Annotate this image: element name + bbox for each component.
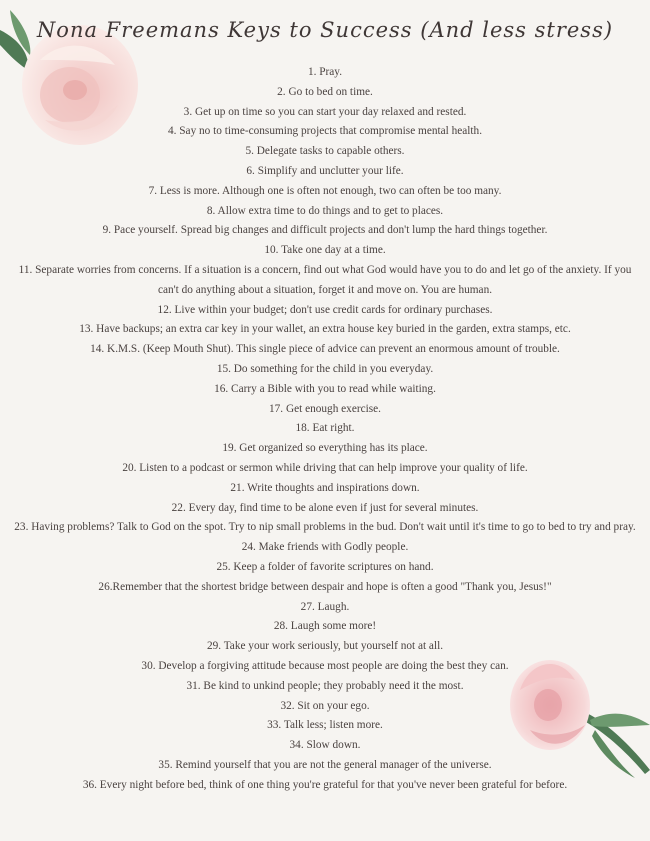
list-item: 27. Laugh.	[300, 600, 350, 613]
list-item: 23. Having problems? Talk to God on the spot. Try to nip small problems in the bud. Don't wait until it's time to go to bed to try and pray.	[14, 521, 636, 534]
list-item: 8. Allow extra time to do things and to get to places.	[206, 204, 444, 217]
list-item: 20. Listen to a podcast or sermon while driving that can help improve your quality of life.	[122, 461, 528, 474]
list-item: 15. Do something for the child in you everyday.	[216, 362, 434, 375]
list-item: 21. Write thoughts and inspirations down.	[230, 481, 420, 494]
list-item: 35. Remind yourself that you are not the general manager of the universe.	[158, 758, 492, 771]
list-item: 19. Get organized so everything has its place.	[222, 442, 428, 455]
list-item: 9. Pace yourself. Spread big changes and difficult projects and don't lump the hard things together.	[102, 224, 548, 237]
list-item: 5. Delegate tasks to capable others.	[245, 145, 405, 158]
list-item: 16. Carry a Bible with you to read while waiting.	[214, 382, 436, 395]
list-item: 13. Have backups; an extra car key in your wallet, an extra house key buried in the garden, extra stamps, etc.	[79, 323, 571, 336]
list-item: 25. Keep a folder of favorite scriptures on hand.	[216, 560, 434, 573]
list-item: 29. Take your work seriously, but yourself not at all.	[206, 640, 444, 653]
list-item: 11. Separate worries from concerns. If a situation is a concern, find out what God would have you to do and let go of the anxiety. If you can't do anything about a situation, forget it and move on. You are human.	[18, 263, 632, 296]
list-item: 1. Pray.	[307, 66, 343, 78]
list-item: 17. Get enough exercise.	[269, 402, 381, 415]
list-item: 26.Remember that the shortest bridge between despair and hope is often a good "Thank you, Jesus!"	[98, 580, 552, 593]
list-item: 31. Be kind to unkind people; they probably need it the most.	[186, 679, 464, 692]
list-item: 32. Sit on your ego.	[280, 699, 370, 712]
list-item: 33. Talk less; listen more.	[267, 719, 383, 732]
list-item: 7. Less is more. Although one is often not enough, two can often be too many.	[148, 184, 502, 197]
list-item: 24. Make friends with Godly people.	[241, 541, 409, 554]
list-item: 14. K.M.S. (Keep Mouth Shut). This single piece of advice can prevent an enormous amount of trouble.	[90, 343, 560, 356]
list-item: 2. Go to bed on time.	[277, 85, 373, 98]
page-title: Nona Freemans Keys to Success (And less stress)	[36, 18, 614, 42]
list-item: 18. Eat right.	[295, 422, 355, 435]
list-item: 6. Simplify and unclutter your life.	[246, 164, 404, 177]
keys-list	[10, 63, 640, 795]
list-item: 36. Every night before bed, think of one thing you're grateful for that you've never been grateful for before.	[82, 778, 568, 791]
list-item: 28. Laugh some more!	[273, 620, 377, 633]
list-item: 30. Develop a forgiving attitude because most people are doing the best they can.	[141, 659, 509, 672]
list-item: 3. Get up on time so you can start your day relaxed and rested.	[183, 105, 467, 118]
list-item: 12. Live within your budget; don't use credit cards for ordinary purchases.	[157, 303, 493, 316]
list-item: 4. Say no to time-consuming projects that compromise mental health.	[167, 125, 483, 138]
list-item: 22. Every day, find time to be alone even if just for several minutes.	[171, 501, 479, 514]
list-item: 34. Slow down.	[289, 739, 361, 752]
list-item: 10. Take one day at a time.	[264, 244, 386, 257]
